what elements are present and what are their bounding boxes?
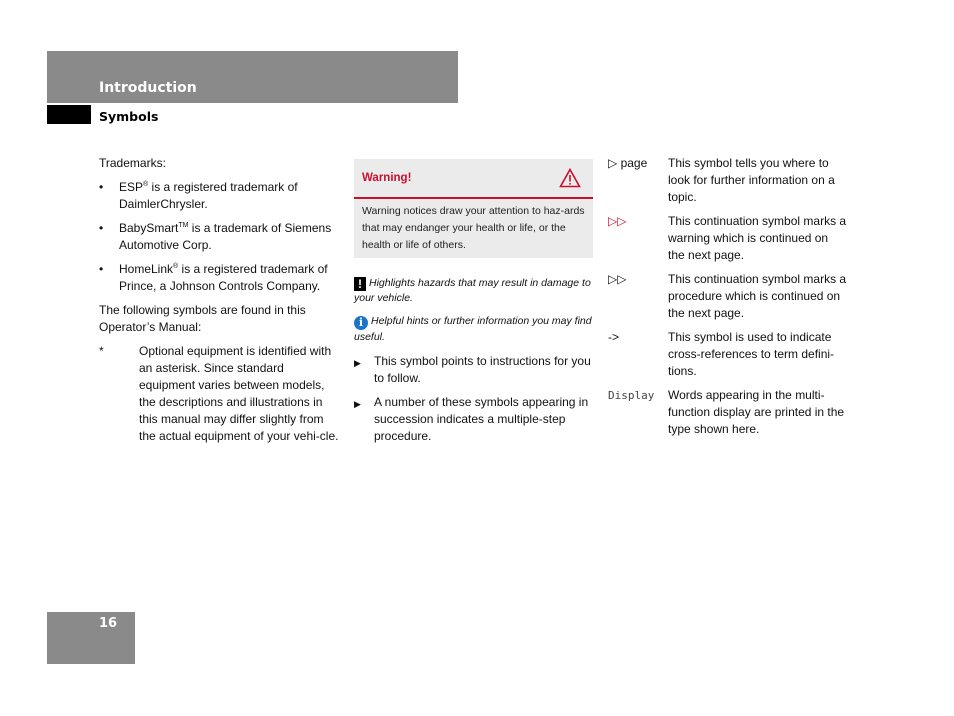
trademark-sup: ®: [143, 181, 149, 188]
cross-reference-symbol: ->: [608, 330, 620, 344]
trademark-text: is a registered trademark of DaimlerChrysler.: [119, 180, 298, 211]
trademark-text: is a registered trademark of Prince, a Johnson Controls Company.: [119, 262, 328, 293]
page-number-box: [47, 612, 135, 664]
symbols-intro: The following symbols are found in this Operator’s Manual:: [99, 303, 306, 334]
hazard-note-text: Highlights hazards that may result in damage to your vehicle.: [354, 277, 591, 304]
symbol-row: [608, 213, 848, 264]
info-note: [354, 314, 594, 345]
trademark-item: [99, 220, 339, 254]
asterisk-mark: *: [99, 344, 104, 358]
symbol-description: This symbol tells you where to look for further information on a topic.: [668, 156, 835, 204]
trademark-sup: TM: [178, 222, 189, 229]
section-marker: [47, 105, 91, 124]
hazard-note: [354, 276, 594, 306]
trademark-item: [99, 261, 339, 295]
symbol-description: This continuation symbol marks a procedure which is continued on the next page.: [668, 272, 847, 320]
instruction-step: [354, 353, 594, 387]
notes-column: [354, 276, 594, 452]
warning-triangle-icon: [559, 168, 581, 188]
exclamation-icon: !: [354, 277, 366, 291]
warning-continuation-symbol: ▷▷: [608, 214, 627, 228]
page-reference-symbol: ▷ page: [608, 156, 648, 170]
bullet-mark: •: [99, 262, 104, 276]
asterisk-item: [99, 343, 339, 445]
trademark-item: [99, 179, 339, 213]
symbol-description: Words appearing in the multi-function display are printed in the type shown here.: [668, 388, 845, 436]
step-arrow-icon: ▶: [354, 399, 361, 409]
trademarks-heading: Trademarks:: [99, 156, 166, 170]
section-title: Symbols: [99, 109, 159, 124]
trademark-text: is a trademark of Siemens Automotive Corp.: [119, 221, 332, 252]
warning-box: [354, 159, 593, 258]
symbol-row: [608, 387, 848, 438]
info-icon: i: [354, 316, 368, 330]
trademark-name: BabySmart: [119, 221, 179, 235]
symbol-description: This symbol is used to indicate cross-references to term defini-tions.: [668, 330, 835, 378]
trademarks-column: [99, 155, 339, 445]
trademark-name: ESP: [119, 180, 144, 194]
step-arrow-icon: ▶: [354, 358, 361, 368]
warning-divider: [354, 197, 593, 199]
step-text: A number of these symbols appearing in succession indicates a multiple-step procedure.: [374, 395, 589, 443]
info-note-text: Helpful hints or further information you may find useful.: [354, 315, 592, 343]
trademark-sup: ®: [173, 263, 179, 270]
chapter-title: Introduction: [99, 80, 197, 96]
step-text: This symbol points to instructions for you to follow.: [374, 354, 591, 385]
bullet-mark: •: [99, 180, 104, 194]
trademark-name: HomeLink: [119, 262, 174, 276]
symbols-column: [608, 155, 848, 445]
symbol-row: [608, 329, 848, 380]
instruction-step: [354, 394, 594, 445]
symbol-row: [608, 271, 848, 322]
page-number: 16: [99, 616, 118, 631]
procedure-continuation-symbol: ▷▷: [608, 272, 627, 286]
symbol-description: This continuation symbol marks a warning which is continued on the next page.: [668, 214, 847, 262]
symbol-row: [608, 155, 848, 206]
warning-title: Warning!: [362, 172, 412, 184]
warning-text: Warning notices draw your attention to haz-ards that may endanger your health or life, or the health or life of others.: [362, 205, 585, 251]
asterisk-text: Optional equipment is identified with an asterisk. Since standard equipment varies between models, the descriptions and illustrations in this manual may differ slightly from the actual equipment of your vehi-cle.: [139, 344, 339, 443]
bullet-mark: •: [99, 221, 104, 235]
display-text-symbol: Display: [608, 389, 655, 402]
